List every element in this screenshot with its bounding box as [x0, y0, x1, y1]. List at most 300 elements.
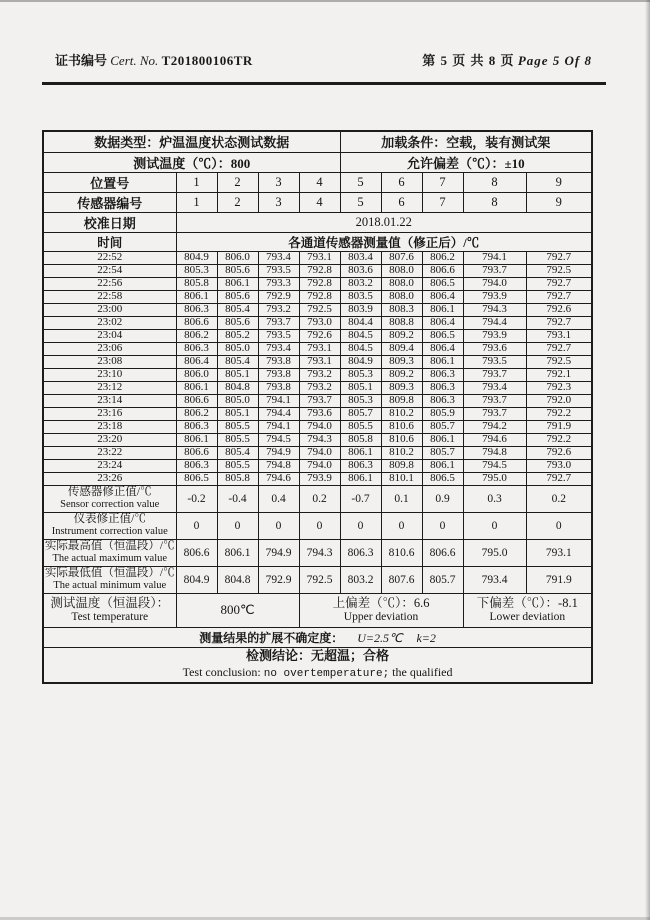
reading-value: 806.1 [422, 459, 463, 472]
sensor-number-cell: 1 [176, 192, 217, 212]
time-label: 时间 [43, 232, 176, 251]
reading-value: 793.4 [258, 251, 299, 264]
reading-value: 806.5 [422, 329, 463, 342]
reading-value: 793.9 [463, 290, 526, 303]
reading-value: 794.5 [463, 459, 526, 472]
reading-time: 23:26 [43, 472, 176, 485]
cert-label-en: Cert. No. [110, 53, 159, 68]
reading-value: 793.0 [299, 316, 340, 329]
reading-value: 805.7 [340, 407, 381, 420]
reading-value: 803.4 [340, 251, 381, 264]
reading-value: 809.3 [381, 381, 422, 394]
calibration-date-label: 校准日期 [43, 212, 176, 232]
reading-value: 792.6 [299, 329, 340, 342]
reading-value: 792.5 [526, 355, 592, 368]
reading-value: 792.3 [526, 381, 592, 394]
summary-value: 807.6 [381, 566, 422, 593]
reading-time: 23:18 [43, 420, 176, 433]
allowed-deviation-cell: 允许偏差（℃）：±10 [340, 152, 592, 172]
reading-value: 806.3 [422, 394, 463, 407]
reading-value: 794.3 [463, 303, 526, 316]
reading-value: 794.6 [258, 472, 299, 485]
reading-value: 793.5 [463, 355, 526, 368]
reading-value: 810.2 [381, 407, 422, 420]
summary-value: 791.9 [526, 566, 592, 593]
reading-row [43, 329, 592, 342]
reading-row [43, 290, 592, 303]
reading-row [43, 381, 592, 394]
measurement-header-row [43, 232, 592, 251]
reading-value: 792.7 [526, 316, 592, 329]
page-number-zh: 第 5 页 共 8 页 [422, 53, 515, 68]
summary-value: 0 [526, 512, 592, 539]
reading-value: 804.5 [340, 342, 381, 355]
reading-value: 793.7 [463, 368, 526, 381]
furnace-test-data-table [42, 130, 593, 684]
reading-value: 806.1 [340, 472, 381, 485]
reading-value: 792.7 [526, 342, 592, 355]
reading-value: 793.7 [463, 264, 526, 277]
reading-value: 792.8 [299, 277, 340, 290]
reading-value: 805.8 [340, 433, 381, 446]
reading-value: 804.9 [176, 251, 217, 264]
reading-time: 23:04 [43, 329, 176, 342]
uncertainty-row [43, 627, 592, 647]
summary-value: 810.6 [381, 539, 422, 566]
reading-value: 806.3 [176, 459, 217, 472]
reading-row [43, 264, 592, 277]
readings-body [43, 251, 592, 485]
reading-value: 806.4 [422, 290, 463, 303]
reading-time: 23:10 [43, 368, 176, 381]
reading-value: 810.6 [381, 433, 422, 446]
reading-value: 805.1 [340, 381, 381, 394]
reading-row [43, 368, 592, 381]
reading-value: 794.6 [463, 433, 526, 446]
reading-value: 792.9 [258, 290, 299, 303]
reading-value: 806.2 [176, 407, 217, 420]
reading-value: 809.2 [381, 368, 422, 381]
summary-value: -0.2 [176, 485, 217, 512]
summary-value: 806.6 [176, 539, 217, 566]
reading-row [43, 433, 592, 446]
reading-value: 805.7 [422, 446, 463, 459]
position-cell: 8 [463, 172, 526, 192]
reading-row [43, 342, 592, 355]
reading-value: 794.8 [463, 446, 526, 459]
reading-value: 805.6 [217, 264, 258, 277]
reading-row [43, 303, 592, 316]
reading-value: 806.2 [422, 251, 463, 264]
reading-value: 793.7 [299, 394, 340, 407]
reading-time: 22:56 [43, 277, 176, 290]
reading-value: 793.3 [258, 277, 299, 290]
conclusion-en: Test conclusion: no overtemperature; the qualified [182, 665, 453, 681]
summary-value: 0.4 [258, 485, 299, 512]
summary-value: 0.3 [463, 485, 526, 512]
sensor-number-cell: 4 [299, 192, 340, 212]
reading-value: 810.1 [381, 472, 422, 485]
reading-value: 805.5 [340, 420, 381, 433]
reading-value: 794.0 [299, 446, 340, 459]
reading-value: 806.5 [176, 472, 217, 485]
position-cell: 5 [340, 172, 381, 192]
summary-row [43, 485, 592, 512]
page-edge-right [645, 0, 650, 920]
reading-value: 794.9 [258, 446, 299, 459]
reading-value: 792.7 [526, 277, 592, 290]
reading-value: 806.1 [422, 303, 463, 316]
summary-value: 792.5 [299, 566, 340, 593]
reading-value: 806.1 [422, 433, 463, 446]
summary-body [43, 485, 592, 593]
reading-value: 794.5 [258, 433, 299, 446]
position-cell: 1 [176, 172, 217, 192]
reading-value: 806.0 [217, 251, 258, 264]
reading-value: 808.0 [381, 264, 422, 277]
reading-value: 805.6 [217, 316, 258, 329]
reading-value: 792.5 [299, 303, 340, 316]
summary-label: 实际最低值（恒温段）/℃ The actual minimum value [44, 566, 175, 592]
reading-value: 804.4 [340, 316, 381, 329]
reading-value: 805.6 [217, 290, 258, 303]
reading-value: 803.9 [340, 303, 381, 316]
reading-value: 792.2 [526, 433, 592, 446]
summary-value: 804.8 [217, 566, 258, 593]
reading-value: 806.1 [176, 433, 217, 446]
reading-value: 793.5 [258, 329, 299, 342]
summary-value: 0 [381, 512, 422, 539]
summary-label: 仪表修正值/℃ Instrument correction value [43, 512, 176, 539]
reading-time: 22:58 [43, 290, 176, 303]
reading-value: 792.7 [526, 472, 592, 485]
reading-value: 808.3 [381, 303, 422, 316]
reading-value: 793.9 [299, 472, 340, 485]
sensor-number-cell: 5 [340, 192, 381, 212]
reading-value: 806.6 [176, 316, 217, 329]
summary-value: -0.4 [217, 485, 258, 512]
reading-value: 791.9 [526, 420, 592, 433]
measurement-header: 各通道传感器测量值（修正后）/℃ [176, 232, 592, 251]
test-temperature-const-label: 测试温度（恒温段）： Test temperature [43, 593, 176, 627]
reading-value: 806.1 [340, 446, 381, 459]
summary-value: 0 [340, 512, 381, 539]
reading-value: 794.3 [299, 433, 340, 446]
reading-row [43, 251, 592, 264]
summary-value: 794.3 [299, 539, 340, 566]
reading-value: 794.0 [299, 459, 340, 472]
reading-value: 793.7 [463, 407, 526, 420]
cert-number-value: T201800106TR [161, 53, 253, 68]
reading-value: 806.6 [176, 446, 217, 459]
reading-value: 793.0 [526, 459, 592, 472]
summary-value: 0 [217, 512, 258, 539]
reading-row [43, 277, 592, 290]
reading-value: 792.6 [526, 303, 592, 316]
reading-value: 793.7 [463, 394, 526, 407]
reading-value: 806.4 [422, 316, 463, 329]
reading-value: 792.7 [526, 290, 592, 303]
sensor-number-cell: 6 [381, 192, 422, 212]
reading-value: 808.0 [381, 290, 422, 303]
reading-value: 806.5 [422, 472, 463, 485]
page-edge-top [0, 0, 650, 2]
reading-time: 23:06 [43, 342, 176, 355]
reading-value: 805.3 [176, 264, 217, 277]
sensor-number-row [43, 192, 592, 212]
reading-value: 809.2 [381, 329, 422, 342]
lower-deviation-cell: 下偏差（℃）：-8.1 Lower deviation [463, 593, 592, 627]
reading-value: 794.2 [463, 420, 526, 433]
reading-value: 792.5 [526, 264, 592, 277]
reading-value: 806.2 [176, 329, 217, 342]
reading-time: 23:14 [43, 394, 176, 407]
reading-value: 804.9 [340, 355, 381, 368]
summary-value: 0 [463, 512, 526, 539]
reading-value: 792.8 [299, 264, 340, 277]
summary-label: 实际最高值（恒温段）/℃ The actual maximum value [44, 539, 175, 565]
reading-value: 803.2 [340, 277, 381, 290]
sensor-number-cell: 2 [217, 192, 258, 212]
reading-value: 806.3 [176, 342, 217, 355]
reading-value: 808.8 [381, 316, 422, 329]
reading-value: 794.0 [463, 277, 526, 290]
summary-row [43, 512, 592, 539]
sensor-number-cell: 7 [422, 192, 463, 212]
summary-value: 0 [258, 512, 299, 539]
summary-value: 806.6 [422, 539, 463, 566]
summary-value: 0.9 [422, 485, 463, 512]
conclusion-row [43, 647, 592, 683]
reading-value: 806.4 [176, 355, 217, 368]
reading-time: 23:20 [43, 433, 176, 446]
reading-value: 810.6 [381, 420, 422, 433]
reading-value: 792.6 [526, 446, 592, 459]
summary-value: 806.1 [217, 539, 258, 566]
reading-value: 806.3 [422, 368, 463, 381]
reading-value: 792.0 [526, 394, 592, 407]
position-cell: 9 [526, 172, 592, 192]
reading-value: 805.4 [217, 355, 258, 368]
reading-value: 793.8 [258, 381, 299, 394]
reading-value: 805.5 [217, 459, 258, 472]
reading-time: 23:24 [43, 459, 176, 472]
reading-value: 807.6 [381, 251, 422, 264]
reading-value: 805.9 [422, 407, 463, 420]
sensor-number-cell: 8 [463, 192, 526, 212]
reading-value: 806.1 [176, 290, 217, 303]
reading-value: 806.1 [422, 355, 463, 368]
reading-row [43, 316, 592, 329]
position-cell: 7 [422, 172, 463, 192]
reading-value: 793.6 [463, 342, 526, 355]
reading-value: 794.0 [299, 420, 340, 433]
position-label: 位置号 [43, 172, 176, 192]
reading-value: 793.1 [526, 329, 592, 342]
reading-value: 793.9 [463, 329, 526, 342]
summary-value: 0.1 [381, 485, 422, 512]
reading-value: 806.3 [422, 381, 463, 394]
summary-value: 0.2 [299, 485, 340, 512]
reading-value: 810.2 [381, 446, 422, 459]
reading-value: 806.3 [176, 420, 217, 433]
reading-value: 792.2 [526, 407, 592, 420]
summary-value: 0 [176, 512, 217, 539]
reading-value: 809.3 [381, 355, 422, 368]
summary-value: -0.7 [340, 485, 381, 512]
summary-value: 806.3 [340, 539, 381, 566]
reading-time: 22:52 [43, 251, 176, 264]
position-cell: 3 [258, 172, 299, 192]
reading-value: 806.3 [340, 459, 381, 472]
deviation-summary-row [43, 593, 592, 627]
reading-value: 806.6 [176, 394, 217, 407]
reading-value: 805.0 [217, 342, 258, 355]
reading-value: 806.4 [422, 342, 463, 355]
reading-value: 793.8 [258, 355, 299, 368]
summary-label: 传感器修正值/℃ Sensor correction value [43, 485, 176, 512]
summary-value: 792.9 [258, 566, 299, 593]
reading-value: 806.6 [422, 264, 463, 277]
reading-value: 808.0 [381, 277, 422, 290]
reading-value: 794.1 [258, 394, 299, 407]
reading-value: 793.1 [299, 355, 340, 368]
reading-value: 805.4 [217, 446, 258, 459]
cert-label-zh: 证书编号 [55, 53, 108, 68]
test-temperature-cell: 测试温度（℃）：800 [43, 152, 340, 172]
position-cell: 6 [381, 172, 422, 192]
reading-value: 804.8 [217, 381, 258, 394]
meta-row-1 [43, 131, 592, 152]
reading-row [43, 420, 592, 433]
reading-row [43, 394, 592, 407]
reading-value: 806.0 [176, 368, 217, 381]
reading-value: 793.4 [463, 381, 526, 394]
reading-value: 794.8 [258, 459, 299, 472]
summary-value: 0.2 [526, 485, 592, 512]
test-temperature-const-value: 800℃ [176, 593, 299, 627]
reading-row [43, 459, 592, 472]
summary-value: 793.4 [463, 566, 526, 593]
reading-value: 805.2 [217, 329, 258, 342]
reading-value: 809.8 [381, 394, 422, 407]
reading-value: 805.5 [217, 420, 258, 433]
reading-value: 803.5 [340, 290, 381, 303]
reading-value: 809.8 [381, 459, 422, 472]
summary-value: 803.2 [340, 566, 381, 593]
sensor-number-label: 传感器编号 [43, 192, 176, 212]
reading-value: 792.7 [526, 251, 592, 264]
reading-value: 805.4 [217, 303, 258, 316]
reading-value: 793.2 [299, 368, 340, 381]
reading-value: 793.5 [258, 264, 299, 277]
summary-value: 805.7 [422, 566, 463, 593]
reading-value: 804.5 [340, 329, 381, 342]
reading-value: 805.8 [176, 277, 217, 290]
sensor-number-cell: 3 [258, 192, 299, 212]
summary-value: 795.0 [463, 539, 526, 566]
calibration-date-row [43, 212, 592, 232]
meta-row-2 [43, 152, 592, 172]
position-cell: 4 [299, 172, 340, 192]
reading-value: 809.4 [381, 342, 422, 355]
reading-value: 806.1 [217, 277, 258, 290]
data-type-cell: 数据类型：炉温温度状态测试数据 [43, 131, 340, 152]
uncertainty-u-value: U=2.5℃ [357, 630, 403, 645]
uncertainty-label: 测量结果的扩展不确定度： [199, 630, 344, 645]
reading-row [43, 446, 592, 459]
reading-value: 793.2 [258, 303, 299, 316]
reading-value: 793.1 [299, 342, 340, 355]
certificate-number [55, 50, 253, 69]
summary-value: 793.1 [526, 539, 592, 566]
reading-time: 23:00 [43, 303, 176, 316]
position-row [43, 172, 592, 192]
summary-value: 0 [422, 512, 463, 539]
reading-value: 805.3 [340, 394, 381, 407]
reading-value: 794.1 [258, 420, 299, 433]
summary-row [43, 539, 592, 566]
reading-time: 23:16 [43, 407, 176, 420]
reading-row [43, 407, 592, 420]
reading-value: 793.2 [299, 381, 340, 394]
reading-value: 806.3 [176, 303, 217, 316]
reading-time: 22:54 [43, 264, 176, 277]
page-number [422, 50, 592, 69]
reading-value: 793.8 [258, 368, 299, 381]
reading-value: 805.8 [217, 472, 258, 485]
summary-value: 0 [299, 512, 340, 539]
reading-value: 806.1 [176, 381, 217, 394]
reading-time: 23:08 [43, 355, 176, 368]
calibration-date-value: 2018.01.22 [176, 212, 592, 232]
reading-time: 23:22 [43, 446, 176, 459]
reading-time: 23:12 [43, 381, 176, 394]
reading-value: 805.7 [422, 420, 463, 433]
reading-value: 805.0 [217, 394, 258, 407]
page-number-en: Page 5 Of 8 [517, 53, 592, 68]
reading-time: 23:02 [43, 316, 176, 329]
reading-value: 794.1 [463, 251, 526, 264]
position-cell: 2 [217, 172, 258, 192]
reading-value: 793.6 [299, 407, 340, 420]
summary-value: 794.9 [258, 539, 299, 566]
upper-deviation-cell: 上偏差（℃）：6.6 Upper deviation [299, 593, 463, 627]
conclusion-zh: 检测结论：无超温；合格 [246, 648, 390, 664]
reading-value: 793.4 [258, 342, 299, 355]
reading-value: 806.5 [422, 277, 463, 290]
reading-value: 803.6 [340, 264, 381, 277]
reading-value: 794.4 [258, 407, 299, 420]
reading-value: 795.0 [463, 472, 526, 485]
reading-value: 805.1 [217, 407, 258, 420]
summary-value: 804.9 [176, 566, 217, 593]
reading-row [43, 472, 592, 485]
reading-value: 793.7 [258, 316, 299, 329]
header-divider [42, 82, 606, 85]
reading-value: 794.4 [463, 316, 526, 329]
reading-value: 805.3 [340, 368, 381, 381]
sensor-number-cell: 9 [526, 192, 592, 212]
reading-value: 792.1 [526, 368, 592, 381]
summary-row [43, 566, 592, 593]
reading-value: 805.1 [217, 368, 258, 381]
page-header [55, 50, 592, 69]
load-condition-cell: 加载条件：空载，装有测试架 [340, 131, 592, 152]
uncertainty-k-value: k=2 [416, 630, 436, 645]
reading-value: 792.8 [299, 290, 340, 303]
reading-value: 793.1 [299, 251, 340, 264]
